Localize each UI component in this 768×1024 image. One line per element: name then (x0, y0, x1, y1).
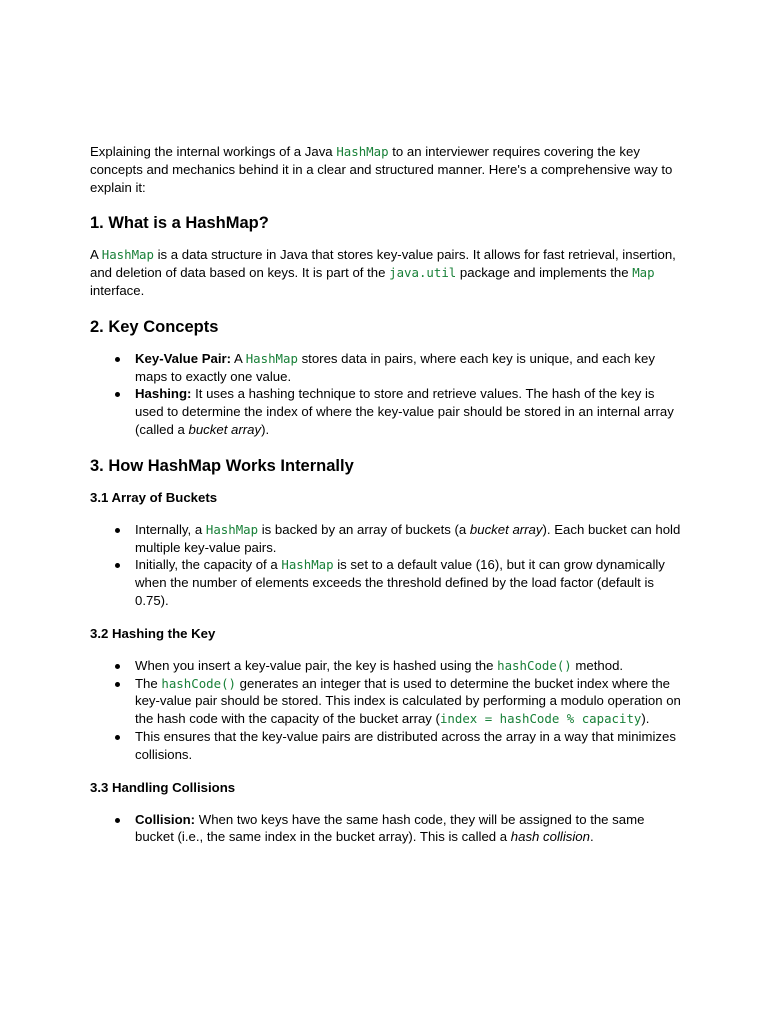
code-hashmap: HashMap (336, 144, 389, 159)
list-item (90, 556, 682, 609)
heading-how-hashmap-works: 3. How HashMap Works Internally (90, 456, 354, 475)
text: ). Each bucket can hold multiple key-value pairs. (135, 521, 681, 555)
text: The (135, 675, 162, 691)
code-hashmap: HashMap (205, 521, 259, 537)
intro-text-1: Explaining the internal workings of a Java (90, 144, 337, 159)
list-item (90, 675, 682, 728)
text: A (231, 350, 246, 366)
heading-hashing-the-key: 3.2 Hashing the Key (90, 625, 216, 641)
emphasis: bucket array (469, 521, 543, 537)
text: is a data structure in Java that stores key-value pairs. It allows for fast retrieval, insertion, and deletion of data based on keys. It is part of the (90, 247, 676, 281)
heading-key-concepts: 2. Key Concepts (90, 317, 219, 336)
item-lead: Hashing: (135, 386, 192, 402)
text: It uses a hashing technique to store and retrieve values. The hash of the key is used to determine the index of where the key-value pair should be stored in an internal array (called a (135, 386, 674, 437)
code-hashmap: HashMap (281, 557, 334, 573)
text: generates an integer that is used to determine the bucket index where the key-value pair should be stored. This index is calculated by performing a modulo operation on the hash code with the capacity of the bucket array ( (135, 675, 681, 727)
text: interface. (90, 282, 145, 298)
list-item (90, 521, 682, 557)
list-item (90, 657, 682, 675)
handling-collisions-list (90, 811, 682, 847)
code-hashcode: hashCode() (497, 657, 572, 673)
text: package and implements the (456, 265, 633, 281)
code-hashmap: HashMap (101, 247, 154, 263)
code-java-util: java.util (389, 265, 457, 281)
heading-array-of-buckets: 3.1 Array of Buckets (90, 489, 218, 505)
item-lead: Key-Value Pair: (135, 350, 232, 366)
emphasis: bucket array (188, 421, 262, 437)
code-hashmap: HashMap (245, 350, 298, 366)
text: When two keys have the same hash code, they will be assigned to the same bucket (i.e., the same index in the bucket array). This is called a (135, 811, 645, 845)
code-map: Map (632, 265, 655, 281)
text: This ensures that the key-value pairs are distributed across the array in a way that minimizes collisions. (135, 728, 676, 762)
text: A (90, 247, 102, 263)
intro-paragraph (90, 143, 682, 196)
section1-paragraph (90, 246, 682, 299)
text: Internally, a (135, 521, 206, 537)
text: is set to a default value (16), but it can grow dynamically when the number of elements exceeds the threshold defined by the load factor (default is 0.75). (135, 557, 665, 608)
list-item (90, 811, 682, 847)
list-item (90, 385, 682, 438)
array-of-buckets-list (90, 521, 682, 610)
heading-handling-collisions: 3.3 Handling Collisions (90, 779, 236, 795)
item-lead: Collision: (135, 811, 196, 827)
text: . (589, 829, 594, 845)
text: stores data in pairs, where each key is unique, and each key maps to exactly one value. (135, 350, 655, 384)
code-index-formula: index = hashCode % capacity (439, 711, 642, 727)
code-hashcode: hashCode() (161, 675, 236, 691)
text: When you insert a key-value pair, the key is hashed using the (135, 657, 498, 673)
text: is backed by an array of buckets (a (258, 521, 470, 537)
text: ). (261, 421, 270, 437)
heading-what-is-hashmap: 1. What is a HashMap? (90, 214, 269, 233)
emphasis: hash collision (510, 829, 590, 845)
intro-text-2: to an interviewer requires covering the key concepts and mechanics behind it in a clear and structured manner. Here's a comprehensive way to explain it: (90, 144, 673, 195)
text: Initially, the capacity of a (135, 557, 282, 573)
text: method. (571, 657, 624, 673)
list-item (90, 350, 682, 386)
key-concepts-list (90, 350, 682, 439)
document-content (90, 143, 682, 846)
hashing-the-key-list (90, 657, 682, 764)
list-item (90, 728, 682, 764)
text: ). (641, 711, 650, 727)
